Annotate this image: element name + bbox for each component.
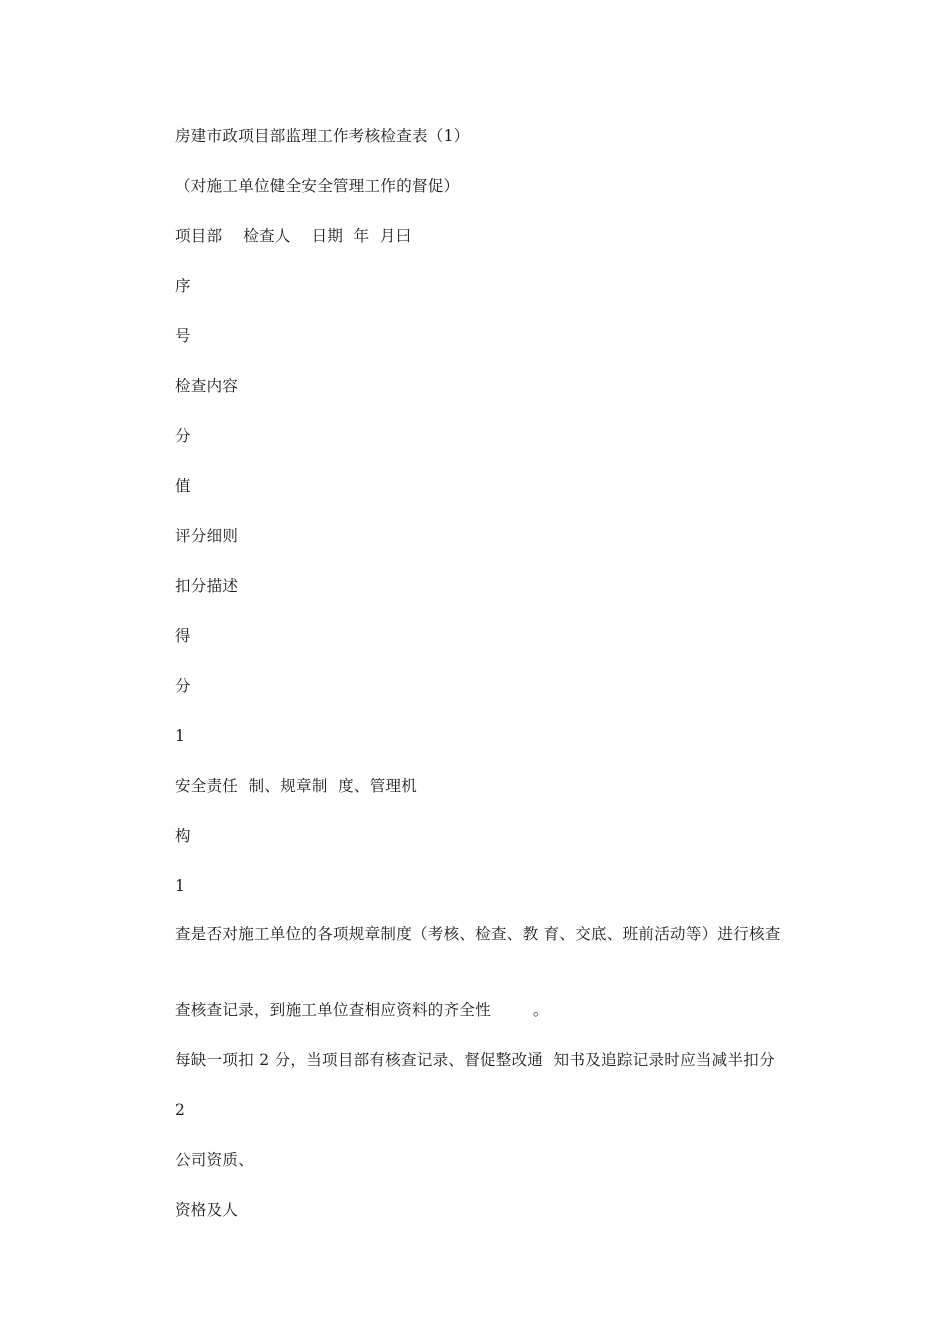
header-score-2: 值 — [175, 477, 191, 495]
row-2-content-2: 资格及人 — [175, 1201, 239, 1219]
row-1-criteria-1: 查是否对施工单位的各项规章制度（考核、检查、教 育、交底、班前活动等）进行核查 — [175, 925, 781, 943]
header-got-2: 分 — [175, 677, 191, 695]
header-seq-2: 号 — [175, 327, 191, 345]
row-1-seq: 1 — [175, 727, 186, 745]
row-1-content-1: 安全责任 制、规章制 度、管理机 — [175, 777, 418, 795]
row-1-criteria-2: 查核查记录，到施工单位查相应资料的齐全性 。 — [175, 1001, 549, 1019]
header-deduction: 扣分描述 — [175, 577, 239, 595]
document-subtitle: （对施工单位健全安全管理工作的督促） — [175, 177, 460, 195]
header-criteria: 评分细则 — [175, 527, 239, 545]
document-title: 房建市政项目部监理工作考核检查表（1） — [175, 127, 470, 145]
row-2-content-1: 公司资质、 — [175, 1151, 255, 1169]
row-1-deduction: 每缺一项扣 2 分，当项目部有核查记录、督促整改通 知书及追踪记录时应当减半扣分 — [175, 1051, 775, 1069]
header-got-1: 得 — [175, 627, 191, 645]
header-score-1: 分 — [175, 427, 191, 445]
row-2-seq: 2 — [175, 1101, 186, 1119]
header-seq-1: 序 — [175, 277, 191, 295]
row-1-score: 1 — [175, 877, 186, 895]
header-content: 检查内容 — [175, 377, 239, 395]
header-fields: 项目部 检查人 日期 年 月曰 — [175, 227, 412, 245]
row-1-content-2: 构 — [175, 827, 191, 845]
